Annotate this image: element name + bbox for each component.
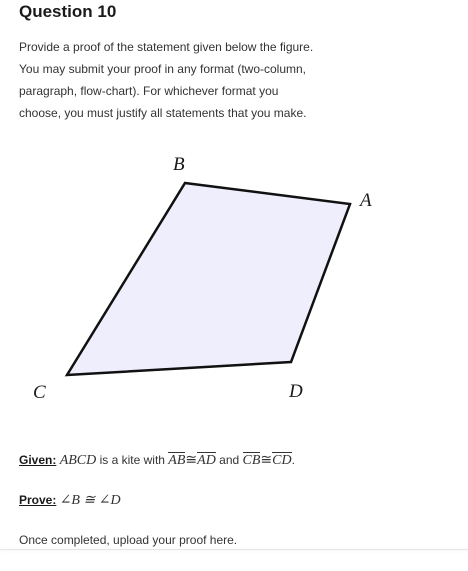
segment-cb: CB	[242, 453, 261, 468]
kite-figure	[0, 140, 468, 430]
given-keyword: Given	[19, 453, 53, 467]
divider	[0, 549, 468, 550]
vertex-label-d: D	[289, 381, 303, 402]
prove-keyword: Prove	[19, 493, 53, 507]
given-subject: ABCD	[59, 453, 97, 468]
segment-ab: AB	[168, 453, 186, 468]
instruction-line: paragraph, flow-chart). For whichever format you	[19, 84, 279, 98]
segment-ad: AD	[197, 453, 216, 468]
upload-instruction: Once completed, upload your proof here.	[19, 533, 238, 547]
prove-colon: :	[52, 493, 57, 507]
given-period: .	[291, 453, 295, 467]
segment-cd: CD	[272, 453, 292, 468]
congruent-symbol: ≅	[260, 453, 273, 468]
vertex-label-b: B	[173, 154, 185, 175]
instruction-line: Provide a proof of the statement given below the figure.	[19, 40, 314, 54]
given-statement	[19, 452, 295, 469]
kite-shape	[67, 183, 350, 375]
prove-statement	[19, 492, 121, 509]
prove-expression: ∠B ≅ ∠D	[59, 493, 121, 508]
instruction-line: You may submit your proof in any format (two-column,	[19, 62, 307, 76]
congruent-symbol: ≅	[185, 453, 198, 468]
given-text: is a kite with	[96, 453, 169, 467]
instructions	[19, 36, 449, 124]
vertex-label-a: A	[360, 190, 372, 211]
instruction-line: choose, you must justify all statements that you make.	[19, 106, 307, 120]
question-title: Question 10	[19, 2, 117, 21]
given-colon: :	[52, 453, 57, 467]
vertex-label-c: C	[33, 382, 46, 403]
given-and: and	[215, 453, 243, 467]
